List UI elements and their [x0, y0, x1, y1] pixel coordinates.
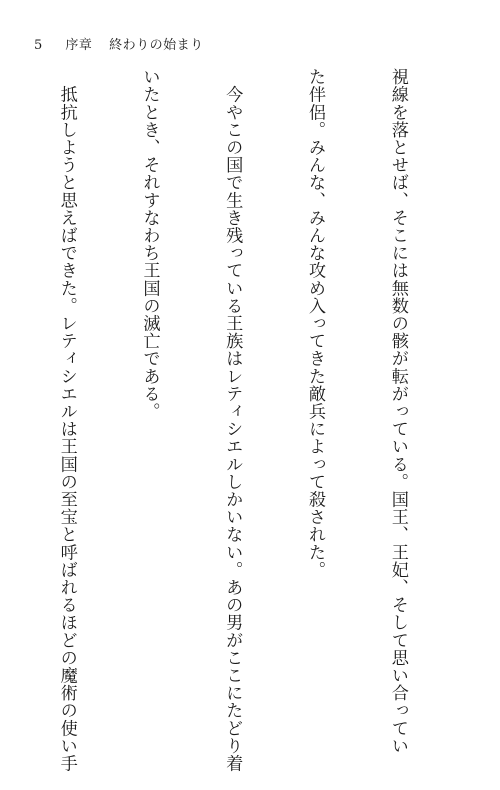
text-line: た伴侶。みんな、みんな攻め入ってきた敵兵によって殺された。 — [305, 68, 326, 579]
page-header — [34, 34, 204, 53]
page-number: 5 — [34, 38, 43, 53]
text-line: いたとき、それすなわち王国の滅亡である。 — [139, 68, 160, 420]
body-text — [0, 68, 466, 772]
chapter-label: 序章 — [65, 38, 93, 53]
text-line: 抵抗しようと思えばできた。レティシエルは王国の至宝と呼ばれるほどの魔術の使い手 — [56, 68, 77, 772]
text-line: 今やこの国で生き残っている王族はレティシエルしかいない。あの男がここにたどり着 — [222, 68, 243, 772]
chapter-title: 終わりの始まり — [109, 38, 204, 53]
text-line: 視線を落とせば、そこには無数の骸が転がっている。国王、王妃、そして思い合ってい — [387, 68, 408, 755]
